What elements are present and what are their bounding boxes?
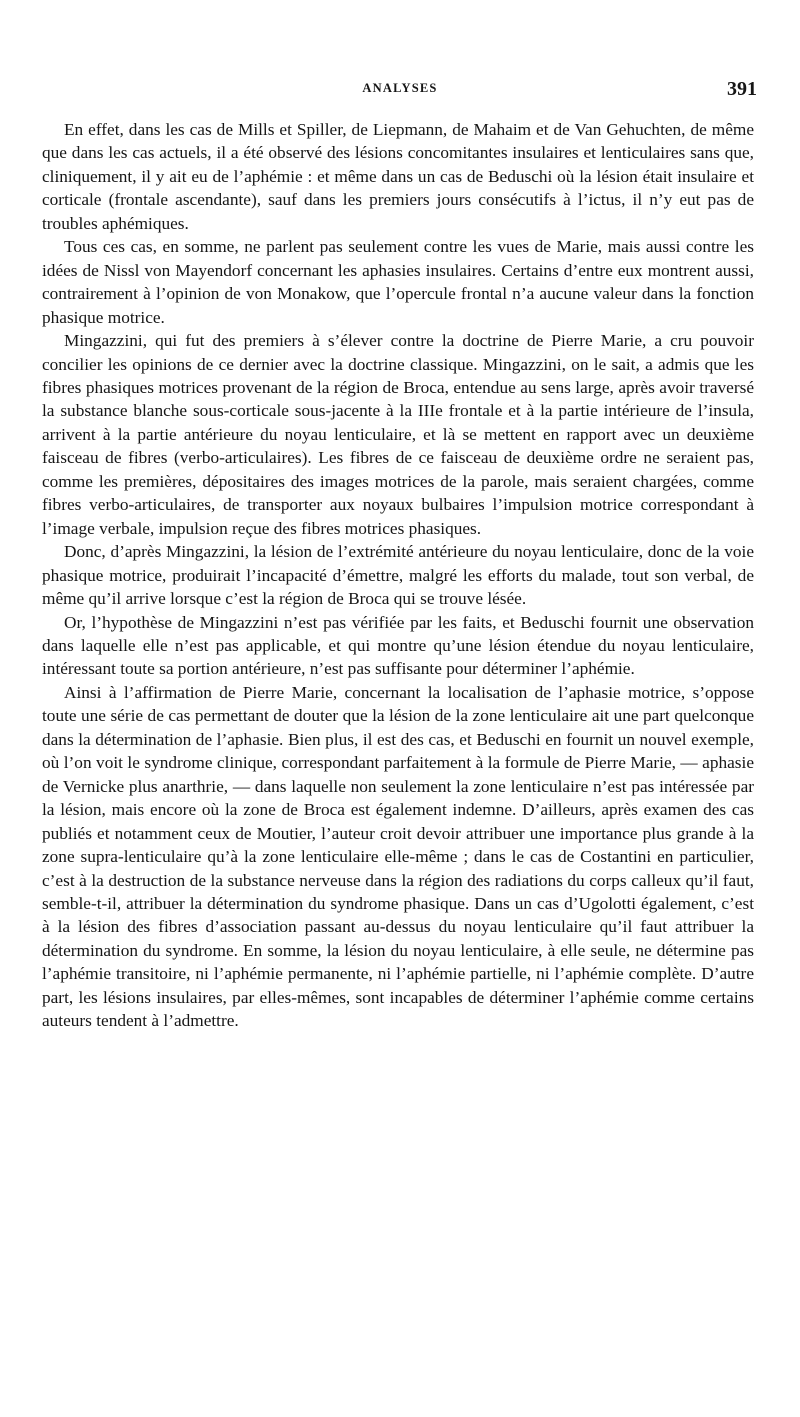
paragraph-2: Tous ces cas, en somme, ne parlent pas seulement contre les vues de Marie, mais aussi contre les idées de Nissl von Mayendorf concernant les aphasies insulaires. Certains d’entre eux montrent aussi, contrairement à l’opinion de von Monakow, que l’opercule frontal n’a aucune valeur dans la fonction phasique motrice. [42,237,754,327]
body-text [42,118,754,1033]
paragraph-5: Or, l’hypothèse de Mingazzini n’est pas vérifiée par les faits, et Beduschi fournit une observation dans laquelle elle n’est pas applicable, et qui montre qu’une lésion étendue du noyau lenticulaire, intéressant toute sa portion antérieure, n’est pas suffisante pour déterminer l’aphémie. [42,612,754,679]
running-head [0,78,800,102]
page-number: 391 [727,78,757,100]
section-title: ANALYSES [362,81,438,95]
paragraph-1: En effet, dans les cas de Mills et Spiller, de Liepmann, de Mahaim et de Van Gehuchten, de même que dans les cas actuels, il a été observé des lésions concomitantes insulaires et lenticulaires sans que, cliniquement, il y ait eu de l’aphémie : et même dans un cas de Beduschi où la lésion était insulaire et corticale (frontale ascendante), sauf dans les premiers jours consécutifs à l’ictus, il n’y eut pas de troubles aphémiques. [42,120,754,233]
paragraph-6: Ainsi à l’affirmation de Pierre Marie, concernant la localisation de l’aphasie motrice, s’oppose toute une série de cas permettant de douter que la lésion de la zone lenticulaire ait une part quelconque dans la détermination de l’aphasie. Bien plus, il est des cas, et Beduschi en fournit un nouvel exemple, où l’on voit le syndrome clinique, correspondant parfaitement à la formule de Pierre Marie, — aphasie de Vernicke plus anarthrie, — dans laquelle non seulement la zone lenticulaire n’est pas intéressée par la lésion, mais encore où la zone de Broca est également indemne. D’ailleurs, après examen des cas publiés et notamment ceux de Moutier, l’auteur croit devoir attribuer une importance plus grande à la zone supra-lenticulaire qu’à la zone lenticulaire elle-même ; dans le cas de Costantini en particulier, c’est à la destruction de la substance nerveuse dans la région des radiations du corps calleux qu’il faut, semble-t-il, attribuer la détermination du syndrome phasique. Dans un cas d’Ugolotti également, c’est à la lésion des fibres d’association passant au-dessus du noyau lenticulaire qu’il faut attribuer la détermination du syndrome. En somme, la lésion du noyau lenticulaire, à elle seule, ne détermine pas l’aphémie transitoire, ni l’aphémie permanente, ni l’aphémie partielle, ni l’aphémie complète. D’autre part, les lésions insulaires, par elles-mêmes, sont incapables de déterminer l’aphémie comme certains auteurs tendent à l’admettre. [42,682,754,1031]
paragraph-4: Donc, d’après Mingazzini, la lésion de l’extrémité antérieure du noyau lenticulaire, donc de la voie phasique motrice, produirait l’incapacité d’émettre, malgré les efforts du malade, tout son verbal, de même qu’il arrive lorsque c’est la région de Broca qui se trouve lésée. [42,542,754,609]
paragraph-3: Mingazzini, qui fut des premiers à s’élever contre la doctrine de Pierre Marie, a cru pouvoir concilier les opinions de ce dernier avec la doctrine classique. Mingazzini, on le sait, a admis que les fibres phasiques motrices provenant de la région de Broca, entendue au sens large, après avoir traversé la substance blanche sous-corticale sous-jacente à la IIIe frontale et à la partie intérieure de l’insula, arrivent à la partie antérieure du noyau lenticulaire, et là se mettent en rapport avec un deuxième faisceau de fibres (verbo-articulaires). Les fibres de ce faisceau de deuxième ordre ne seraient pas, comme les premières, dépositaires des images motrices de la parole, mais seraient chargées, comme fibres verbo-articulaires, de transporter aux noyaux bulbaires l’impulsion motrice correspondant à l’image verbale, impulsion reçue des fibres motrices phasiques. [42,331,754,538]
